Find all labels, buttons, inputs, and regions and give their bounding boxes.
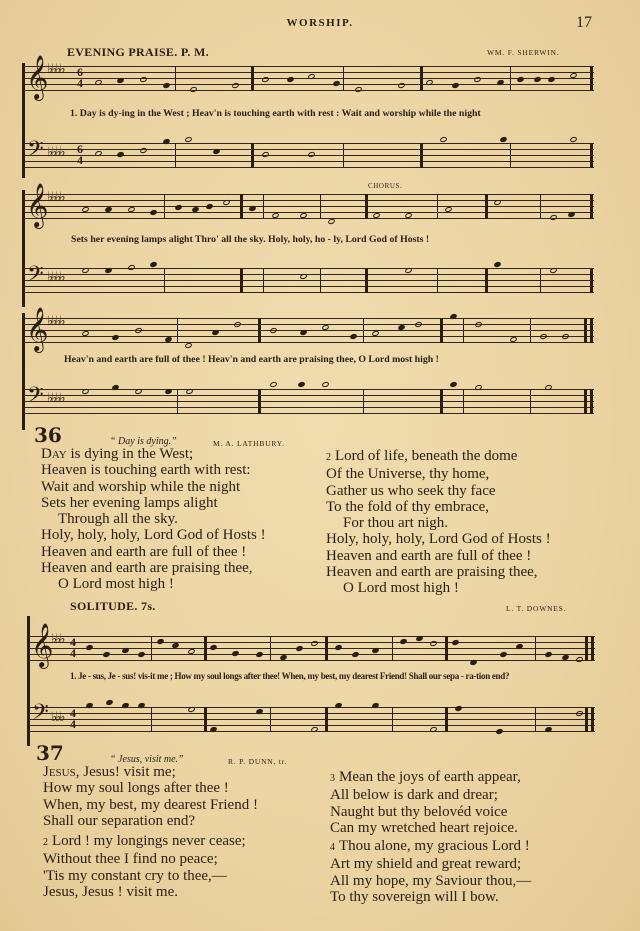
key-signature-flats-icon: ♭♭♭♭: [47, 62, 64, 77]
verse-line: For thou art nigh.: [343, 515, 448, 532]
notehead: [105, 699, 113, 706]
barline: [437, 268, 438, 293]
verse-line: Shall our separation end?: [43, 812, 196, 829]
verse-line: Can my wretched heart rejoice.: [330, 819, 518, 836]
barline: [420, 66, 423, 91]
barline: [437, 194, 438, 219]
barline: [440, 318, 443, 343]
hymn-author: R. P. DUNN, tr.: [228, 757, 288, 766]
barline: [445, 707, 448, 732]
notehead: [495, 728, 503, 735]
final-barline: [585, 707, 588, 732]
barline: [164, 194, 165, 219]
verse-line: Without thee I find no peace;: [43, 851, 218, 868]
barline: [204, 636, 207, 661]
barline: [590, 194, 593, 219]
verse-line: Naught but thy belovéd voice: [330, 803, 508, 820]
verse-line: All below is dark and drear;: [330, 787, 498, 804]
hymn-author: M. A. LATHBURY.: [213, 439, 285, 448]
barline: [263, 268, 264, 293]
verse-line: Heaven and earth are full of thee !: [326, 547, 532, 564]
barline: [240, 268, 243, 293]
barline: [535, 707, 536, 732]
verse-line: When, my best, my dearest Friend !: [43, 796, 258, 813]
barline: [270, 636, 271, 661]
barline: [151, 707, 152, 732]
notehead: [149, 261, 157, 268]
barline: [540, 194, 541, 219]
barline: [325, 707, 328, 732]
notehead: [297, 381, 305, 388]
notehead: [499, 136, 507, 143]
bass-clef-icon: 𝄢: [32, 700, 49, 730]
notehead: [493, 261, 501, 268]
verse-line: To thy sovereign will I bow.: [330, 888, 499, 905]
verse-line: To the fold of thy embrace,: [326, 498, 490, 515]
verse-line: Gather us who seek thy face: [326, 482, 496, 499]
stanza-3: [330, 769, 521, 836]
barline: [363, 389, 364, 414]
composer: L. T. DOWNES.: [506, 604, 567, 613]
key-signature-flats-icon: ♭♭♭♭: [47, 145, 64, 160]
barline: [540, 268, 541, 293]
stanza-number: 2: [43, 837, 48, 848]
hymn-title: “ Jesus, visit me.”: [110, 754, 184, 765]
barline: [392, 707, 393, 732]
stanza-number: 4: [330, 842, 335, 853]
barline: [177, 389, 178, 414]
barline: [263, 194, 264, 219]
barline: [251, 143, 254, 168]
page-number: 17: [576, 14, 592, 31]
verse-line: How my soul longs after thee !: [43, 780, 229, 797]
notehead: [549, 214, 557, 221]
barline: [164, 268, 165, 293]
tune-title: EVENING PRAISE. P. M.: [67, 45, 209, 59]
verse-line: Heaven is touching earth with rest:: [41, 462, 251, 479]
notehead: [184, 342, 192, 349]
final-barline: [590, 66, 593, 91]
final-barline: [590, 143, 593, 168]
running-head: WORSHIP.: [286, 17, 354, 29]
treble-clef-icon: 𝄞: [26, 55, 49, 99]
barline: [530, 318, 531, 343]
stanza-4: [330, 838, 531, 905]
final-barline: [590, 389, 593, 414]
verse-line: 'Tis my constant cry to thee,—: [43, 867, 227, 884]
verse-line: Holy, holy, holy, Lord God of Hosts !: [41, 527, 266, 544]
barline: [535, 636, 536, 661]
time-signature: 6 4: [77, 142, 83, 167]
barline: [510, 143, 511, 168]
verse-line: O Lord most high !: [343, 580, 459, 597]
barline: [343, 66, 344, 91]
hymn-number: 37: [36, 741, 64, 765]
verse-line: Day is dying in the West;: [41, 446, 194, 462]
verse-line: All my hope, my Saviour thou,—: [330, 872, 532, 889]
stanza-2: [43, 833, 246, 900]
barline: [240, 194, 243, 219]
verse-line: Jesus, Jesus! visit me;: [43, 764, 176, 780]
notehead: [469, 659, 477, 666]
stanza-2: [326, 448, 551, 597]
time-signature: 6 4: [77, 65, 83, 90]
key-signature-flats-icon: ♭♭♭: [51, 710, 64, 725]
verse-line: Art my shield and great reward;: [330, 856, 522, 873]
notehead: [321, 381, 329, 388]
notehead: [269, 381, 277, 388]
verse-line: 2 Lord ! my longings never cease;: [43, 833, 246, 849]
verse-line: Wait and worship while the night: [41, 478, 241, 495]
barline: [485, 194, 488, 219]
stanza-number: 3: [330, 773, 335, 784]
barline: [485, 268, 488, 293]
barline: [510, 66, 511, 91]
barline: [440, 389, 443, 414]
verse-line: Jesus, Jesus ! visit me.: [43, 883, 178, 900]
barline: [270, 707, 271, 732]
time-signature: 4 4: [70, 706, 76, 731]
notehead: [354, 86, 362, 93]
verse-line: Sets her evening lamps alight: [41, 494, 218, 511]
final-barline: [585, 636, 588, 661]
barline: [365, 268, 368, 293]
notehead: [184, 136, 192, 143]
barline: [251, 66, 254, 91]
verse-line: Holy, holy, holy, Lord God of Hosts !: [326, 531, 551, 548]
verse-line: 4 Thou alone, my gracious Lord !: [330, 838, 530, 854]
barline: [320, 194, 321, 219]
barline: [204, 707, 207, 732]
final-barline: [584, 318, 587, 343]
notehead: [439, 136, 447, 143]
bass-clef-icon: 𝄢: [27, 137, 44, 167]
barline: [258, 318, 261, 343]
hymn-title: “ Day is dying.”: [110, 436, 177, 447]
verse-line: Through all the sky.: [58, 511, 178, 528]
chorus-label: CHORUS.: [368, 182, 403, 190]
treble-staff: [29, 636, 595, 660]
verse-line: Heaven and earth are full of thee !: [41, 543, 247, 560]
time-signature: 4 4: [70, 635, 76, 660]
final-barline: [591, 707, 594, 732]
key-signature-flats-icon: ♭♭♭♭: [47, 270, 64, 285]
stanza-1: [41, 446, 266, 593]
treble-clef-icon: 𝄞: [26, 183, 49, 227]
notehead: [189, 86, 197, 93]
bass-clef-icon: 𝄢: [27, 383, 44, 413]
barline: [365, 194, 368, 219]
verse-line: Heaven and earth are praising thee,: [41, 560, 253, 577]
barline: [151, 636, 152, 661]
notehead: [327, 218, 335, 225]
verse-line: 2 Lord of life, beneath the dome: [326, 448, 518, 464]
notehead: [575, 656, 583, 663]
notehead: [449, 381, 457, 388]
lyric-underlay: 1. Je - sus, Je - sus! vis-it me ; How my soul longs after thee! When, my best, my dearest Friend! Shall our sepa - ra-tion end?: [70, 671, 510, 681]
barline: [530, 389, 531, 414]
barline: [177, 318, 178, 343]
barline: [363, 318, 364, 343]
barline: [258, 389, 261, 414]
stanza-1: [43, 764, 258, 829]
treble-clef-icon: 𝄞: [31, 623, 54, 667]
lyric-underlay: Heav'n and earth are full of thee ! Heav'n and earth are praising thee, O Lord most high !: [64, 354, 439, 365]
bass-staff: [24, 389, 594, 413]
key-signature-flats-icon: ♭♭♭♭: [47, 190, 64, 205]
hymn-number: 36: [34, 423, 62, 447]
final-barline: [584, 389, 587, 414]
final-barline: [590, 318, 593, 343]
barline: [320, 268, 321, 293]
final-barline: [591, 636, 594, 661]
bass-clef-icon: 𝄢: [27, 262, 44, 292]
verse-line: Heaven and earth are praising thee,: [326, 564, 538, 581]
lyric-underlay: Sets her evening lamps alight Thro' all the sky. Holy, holy, ho - ly, Lord God of Hosts !: [71, 234, 430, 245]
barline: [445, 636, 448, 661]
barline: [175, 143, 176, 168]
barline: [392, 636, 393, 661]
key-signature-flats-icon: ♭♭♭: [51, 632, 64, 647]
barline: [590, 268, 593, 293]
treble-staff: [24, 318, 594, 342]
treble-clef-icon: 𝄞: [26, 307, 49, 351]
barline: [175, 66, 176, 91]
composer: WM. F. SHERWIN.: [487, 48, 560, 57]
key-signature-flats-icon: ♭♭♭♭: [47, 391, 64, 406]
verse-line: 3 Mean the joys of earth appear,: [330, 769, 521, 785]
tune-title: SOLITUDE. 7s.: [70, 599, 156, 613]
barline: [463, 318, 464, 343]
barline: [343, 143, 344, 168]
stanza-number: 2: [326, 452, 331, 463]
barline: [325, 636, 328, 661]
barline: [420, 143, 423, 168]
lyric-underlay: 1. Day is dy-ing in the West ; Heav'n is touching earth with rest : Wait and worship while the night: [70, 108, 481, 119]
notehead: [569, 136, 577, 143]
verse-line: Of the Universe, thy home,: [326, 466, 490, 483]
barline: [463, 389, 464, 414]
key-signature-flats-icon: ♭♭♭♭: [47, 314, 64, 329]
verse-line: O Lord most high !: [58, 576, 174, 593]
